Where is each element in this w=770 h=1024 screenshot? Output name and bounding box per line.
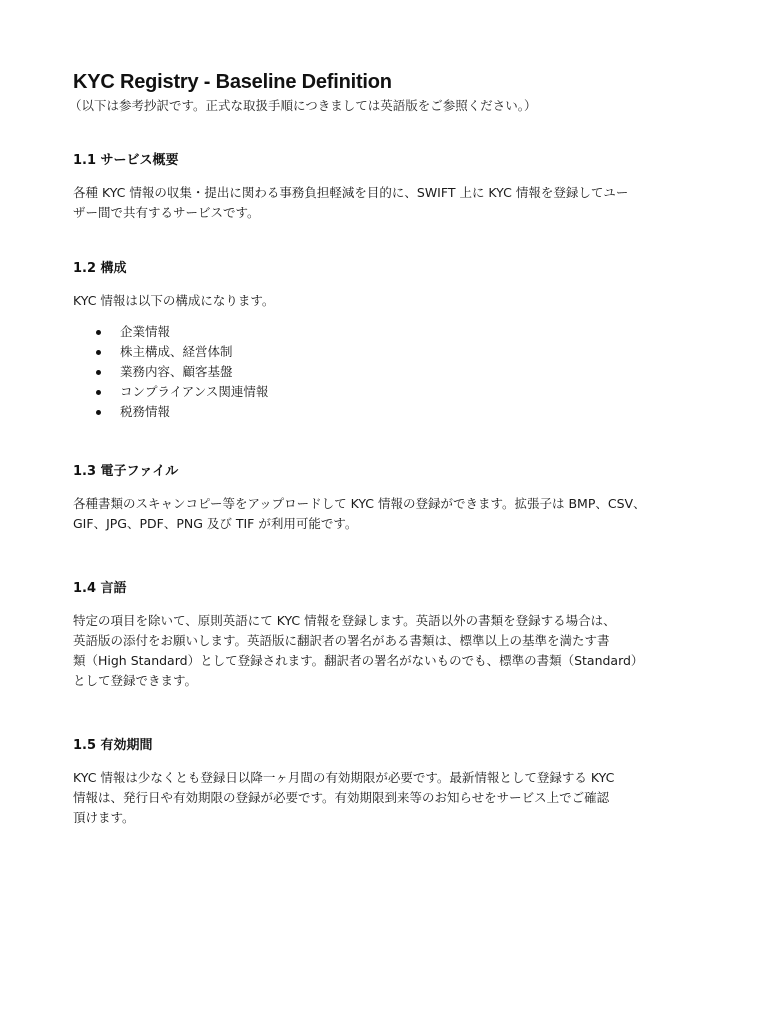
list-item: [73, 402, 713, 422]
body-line: GIF、JPG、PDF、PNG 及び TIF が利用可能です。: [73, 516, 358, 531]
list-item-label: 株主構成、経営体制: [120, 344, 233, 359]
body-line: KYC 情報は以下の構成になります。: [73, 293, 275, 308]
list-item: [73, 382, 713, 402]
section-heading: 1.3 電子ファイル: [73, 464, 179, 479]
body-line: として登録できます。: [73, 673, 198, 688]
list-item: [73, 322, 713, 342]
section-body: [73, 611, 713, 691]
list-item-label: 税務情報: [120, 404, 171, 419]
section-heading: 1.1 サービス概要: [73, 153, 179, 168]
section-validity-period: [73, 737, 713, 828]
list-item: [73, 362, 713, 382]
list-item: [73, 342, 713, 362]
body-line: 各種 KYC 情報の収集・提出に関わる事務負担軽減を目的に、SWIFT 上に KYC 情報を登録してユー: [73, 185, 629, 200]
section-service-overview: [73, 152, 713, 223]
list-item-label: コンプライアンス関連情報: [120, 384, 269, 399]
section-heading: 1.2 構成: [73, 261, 127, 276]
body-line: 各種書類のスキャンコピー等をアップロードして KYC 情報の登録ができます。拡張子は BMP、CSV、: [73, 496, 646, 511]
bullet-dot-icon: [96, 330, 101, 335]
composition-list: [73, 322, 713, 422]
bullet-dot-icon: [96, 350, 101, 355]
body-line: 英語版の添付をお願いします。英語版に翻訳者の署名がある書類は、標準以上の基準を満たす書: [73, 633, 610, 648]
bullet-dot-icon: [96, 370, 101, 375]
list-item-label: 企業情報: [120, 324, 171, 339]
section-heading: 1.5 有効期間: [73, 738, 153, 753]
bullet-dot-icon: [96, 390, 101, 395]
body-line: 類（High Standard）として登録されます。翻訳者の署名がないものでも、標準の書類（Standard）: [73, 653, 644, 668]
body-line: 頂けます。: [73, 810, 135, 825]
body-line: 特定の項目を除いて、原則英語にて KYC 情報を登録します。英語以外の書類を登録する場合は、: [73, 613, 616, 628]
body-line: KYC 情報は少なくとも登録日以降一ヶ月間の有効期限が必要です。最新情報として登録する KYC: [73, 770, 615, 785]
body-line: ザー間で共有するサービスです。: [73, 205, 260, 220]
body-line: 情報は、発行日や有効期限の登録が必要です。有効期限到来等のお知らせをサービス上でご確認: [73, 790, 610, 805]
document-page: [69, 68, 713, 825]
section-body: [73, 183, 713, 223]
section-heading: 1.4 言語: [73, 581, 127, 596]
list-item-label: 業務内容、顧客基盤: [120, 364, 233, 379]
section-body: [73, 768, 713, 828]
bullet-dot-icon: [96, 410, 101, 415]
section-body: [73, 291, 713, 311]
section-language: [73, 580, 713, 691]
section-composition: [73, 260, 713, 422]
section-body: [73, 494, 713, 534]
reference-translation-note: （以下は参考抄訳です。正式な取扱手順につきましては英語版をご参照ください。）: [69, 98, 537, 113]
document-title: KYC Registry - Baseline Definition: [73, 71, 392, 93]
section-electronic-files: [73, 463, 713, 534]
